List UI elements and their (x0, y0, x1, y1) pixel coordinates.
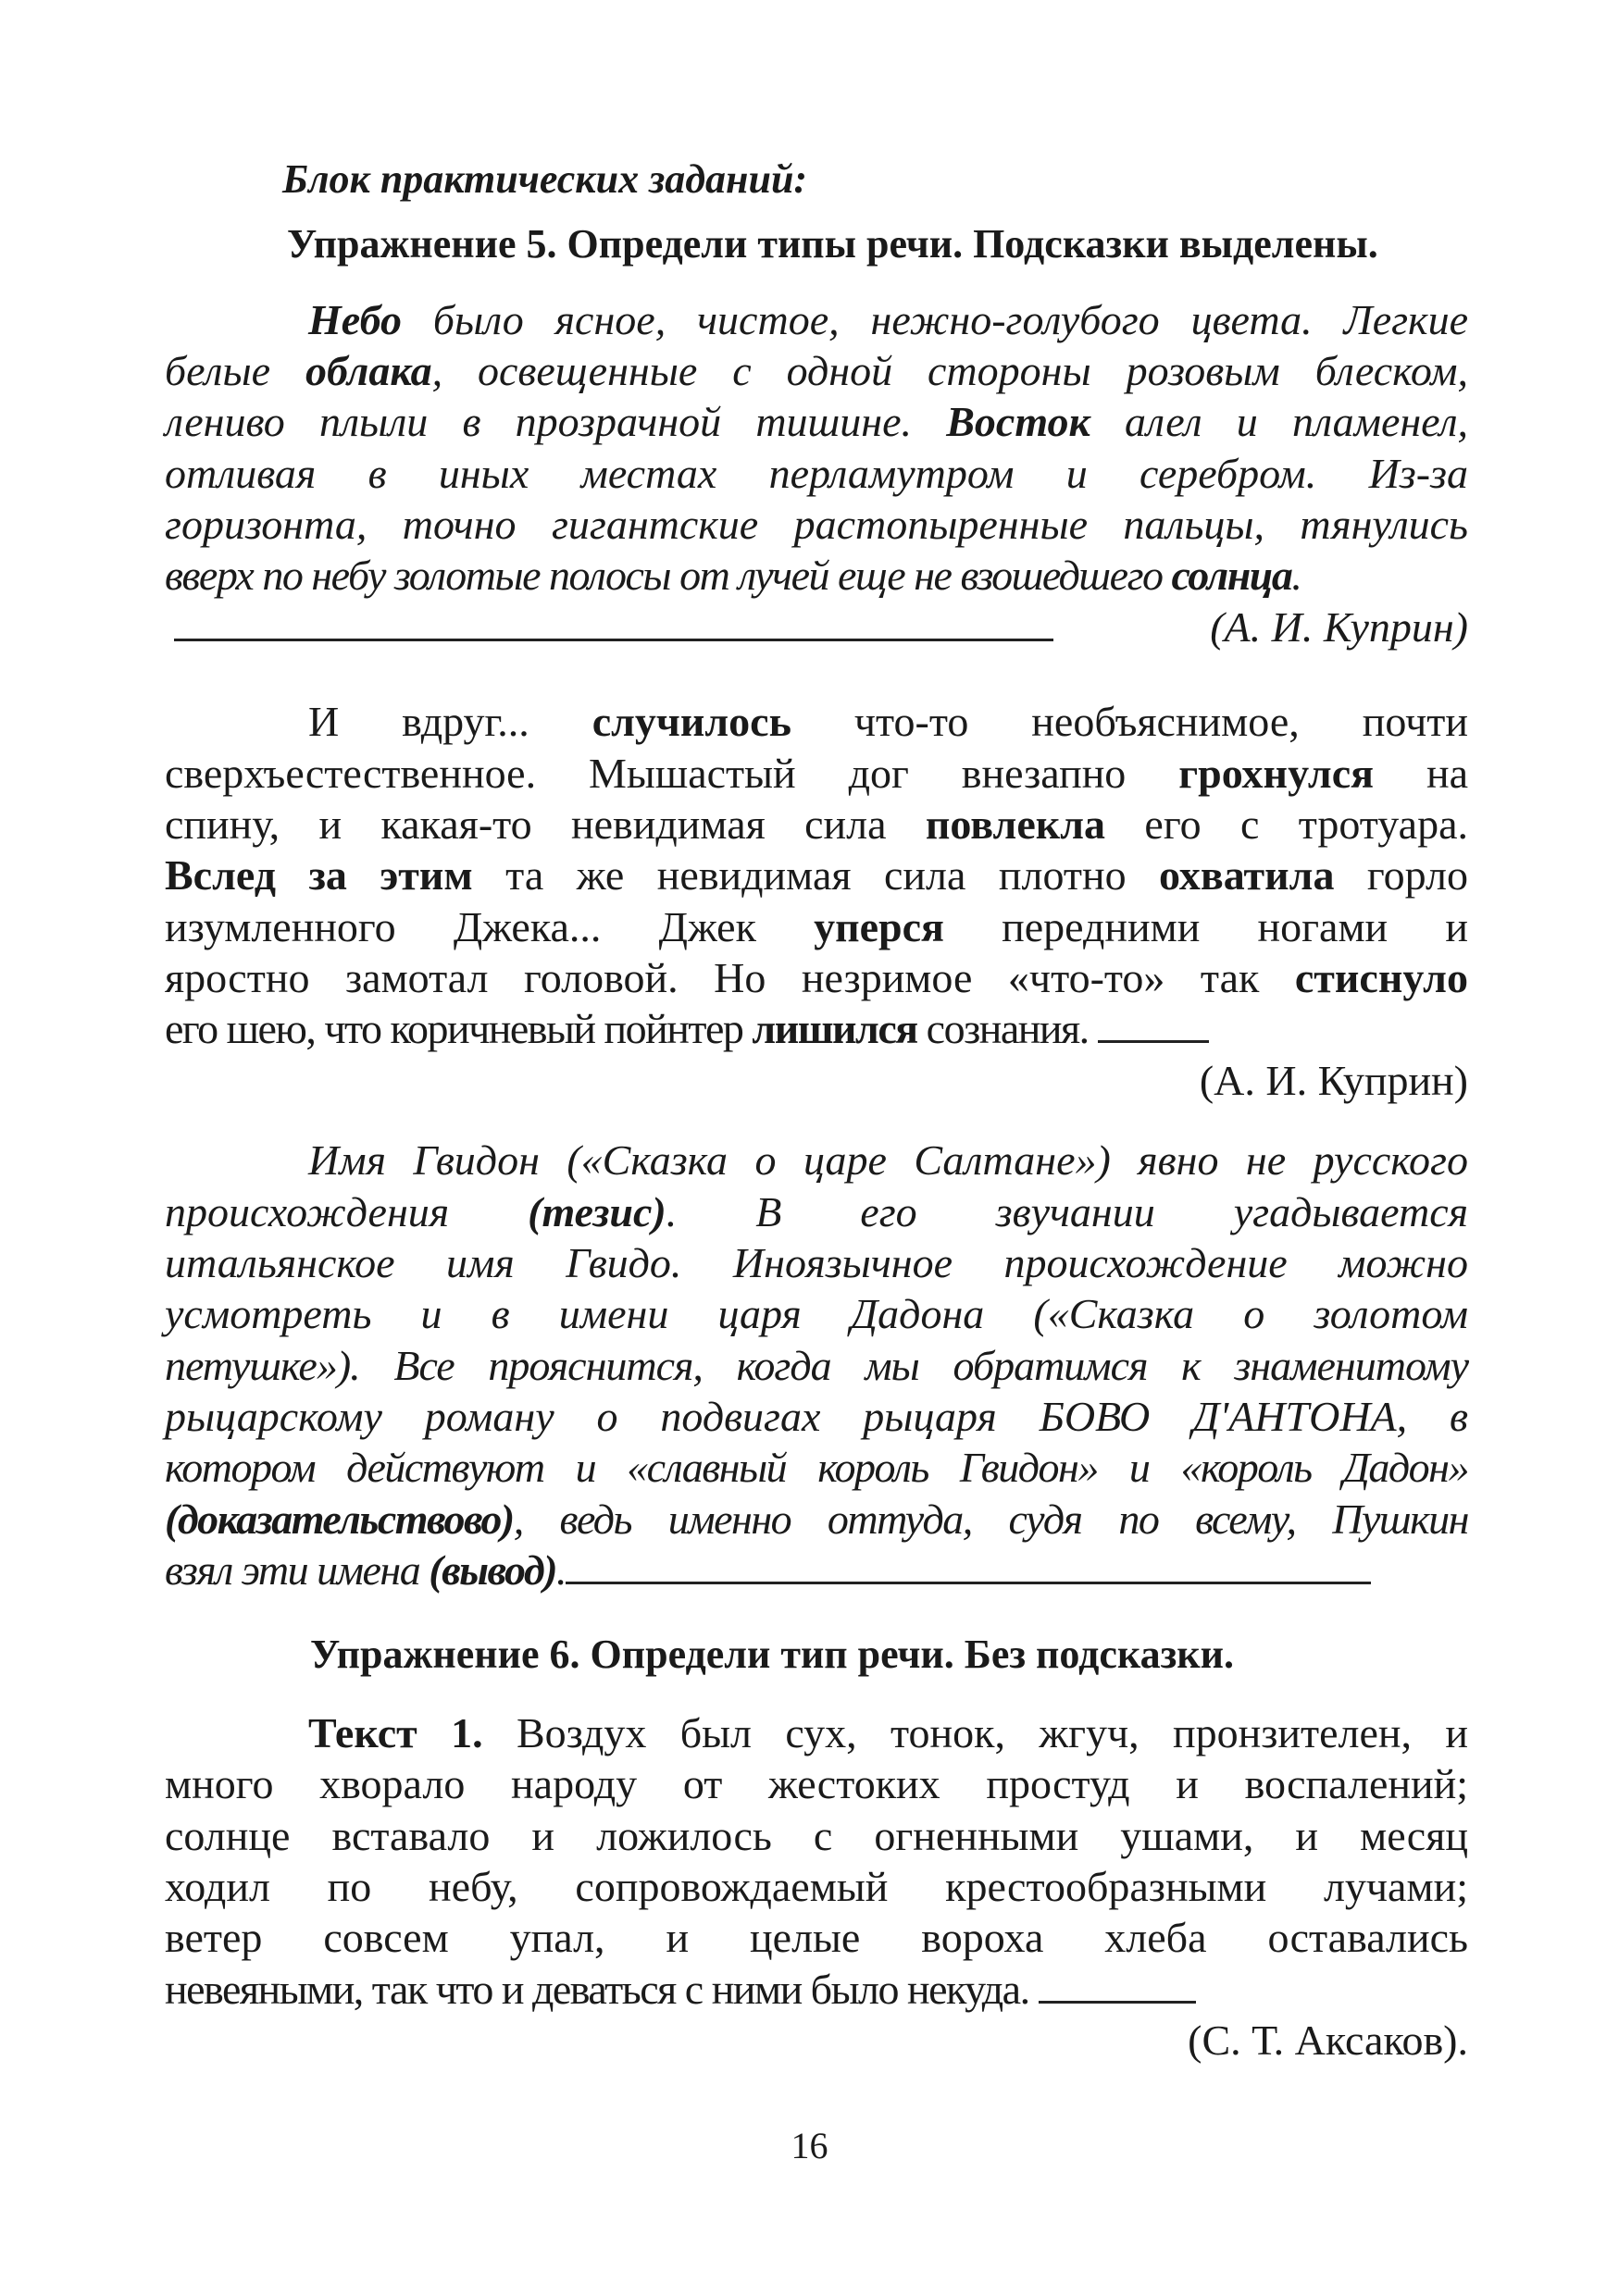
text-line (165, 1707, 1468, 1759)
text-span: белые (165, 347, 305, 394)
hint-word: Вслед за этим (165, 851, 473, 899)
text-line (165, 550, 1468, 602)
answer-blank[interactable] (566, 1545, 1371, 1584)
text-span: его с тротуара. (1105, 800, 1469, 848)
text-line (165, 1964, 1468, 2016)
text-line (165, 345, 1468, 397)
text-span: на (1374, 750, 1468, 797)
hint-word: повлекла (925, 800, 1106, 848)
text-span: . В его звучании угадывается (666, 1188, 1469, 1235)
text-line (165, 850, 1468, 901)
text-line: ветер совсем упал, и целые вороха хлеба оставались (165, 1914, 1468, 1961)
text-span: сознания. (916, 1005, 1098, 1052)
answer-row (165, 602, 1468, 653)
text-line (165, 1494, 1468, 1545)
text-span: та же невидимая сила плотно (472, 851, 1160, 899)
text-line (165, 1003, 1468, 1055)
text-span: яростно замотал головой. Но незримое «что-то» так (165, 954, 1295, 1001)
hint-word: (тезис) (528, 1188, 666, 1235)
text-line (165, 799, 1468, 850)
text-span: горло (1334, 851, 1468, 899)
text-span: происхождения (165, 1188, 529, 1235)
text-line: Имя Гвидон («Сказка о царе Салтане») явно не русского (308, 1136, 1468, 1184)
text-line: петушке»). Все прояснится, когда мы обратимся к знаменитому (165, 1342, 1468, 1389)
text-line: рыцарскому роману о подвигах рыцаря БОВО Д'АНТОНА, в (165, 1393, 1468, 1440)
exercise-5-title: Упражнение 5. Определи типы речи. Подсказки выделены. (287, 221, 1378, 267)
author-citation: (А. И. Куприн) (1199, 1057, 1468, 1104)
answer-blank[interactable] (1098, 1003, 1209, 1043)
page-number: 16 (791, 2125, 828, 2166)
answer-blank[interactable] (1039, 1964, 1196, 2004)
text-line (165, 696, 1468, 748)
text-line: отливая в иных местах перламутром и серебром. Из-за (165, 450, 1468, 497)
hint-word: грохнулся (1178, 750, 1375, 797)
text-line: итальянское имя Гвидо. Иноязычное происхождение можно (165, 1239, 1468, 1286)
text-line: много хворало народу от жестоких простуд и воспалений; (165, 1760, 1468, 1807)
text-span: передними ногами и (943, 903, 1468, 950)
text-line: солнце вставало и ложилось с огненными ушами, и месяц (165, 1812, 1468, 1859)
hint-word: охватила (1159, 851, 1335, 899)
text-line (165, 294, 1468, 346)
text-span: взял эти имена (165, 1546, 430, 1594)
hint-word: облака (305, 347, 432, 394)
text-span: его шею, что коричневый пойнтер (165, 1005, 753, 1052)
text-span: невеяными, так что и деваться с ними было некуда. (165, 1966, 1039, 2013)
text-span: спину, и какая-то невидимая сила (165, 800, 926, 848)
text-span: сверхъестественное. Мышастый дог внезапно (165, 750, 1179, 797)
text-span: вверх по небу золотые полосы от лучей еще не взошедшего (165, 552, 1172, 599)
author-citation: (А. И. Куприн) (1210, 603, 1468, 651)
text-span: . (556, 1546, 567, 1594)
hint-word: стиснуло (1294, 954, 1468, 1001)
text-span: алел и пламенел, (1090, 398, 1469, 445)
hint-word: уперся (814, 903, 944, 950)
text-line (165, 1186, 1468, 1238)
text-span: , ведь именно оттуда, судя по всему, Пушкин (513, 1496, 1468, 1543)
text-span: Воздух был сух, тонок, жгуч, пронзителен, и (482, 1709, 1468, 1756)
hint-word: (доказательствово) (165, 1496, 514, 1543)
text-span: И вдруг... (308, 698, 592, 745)
text-line (165, 952, 1468, 1004)
hint-word: солнца (1171, 552, 1292, 599)
text-span: что-то необъяснимое, почти (791, 698, 1468, 745)
hint-word: Восток (946, 398, 1090, 445)
text-line: горизонта, точно гигантские растопыренные пальцы, тянулись (165, 501, 1468, 548)
text-line (165, 748, 1468, 800)
hint-word: (вывод) (429, 1546, 557, 1594)
text-label: Текст 1. (308, 1709, 483, 1756)
hint-word: Небо (308, 296, 402, 343)
text-line: котором действуют и «славный король Гвидон» и «король Дадон» (165, 1444, 1468, 1491)
block-title: Блок практических заданий: (282, 156, 808, 202)
text-span: . (1291, 552, 1301, 599)
author-citation: (С. Т. Аксаков). (1188, 2017, 1468, 2064)
text-span: , освещенные с одной стороны розовым блеском, (431, 347, 1469, 394)
text-span: было ясное, чистое, нежно-голубого цвета. Легкие (401, 296, 1468, 343)
text-line (165, 1545, 1468, 1596)
text-line: ходил по небу, сопровождаемый крестообразными лучами; (165, 1863, 1468, 1910)
text-span: лениво плыли в прозрачной тишине. (165, 398, 947, 445)
hint-word: лишился (752, 1005, 917, 1052)
hint-word: случилось (592, 698, 791, 745)
exercise-6-title: Упражнение 6. Определи тип речи. Без подсказки. (310, 1632, 1234, 1677)
text-line (165, 396, 1468, 448)
text-line (165, 901, 1468, 953)
text-line: усмотреть и в имени царя Дадона («Сказка о золотом (165, 1290, 1468, 1337)
answer-blank[interactable] (174, 602, 1053, 641)
text-span: изумленного Джека... Джек (165, 903, 815, 950)
